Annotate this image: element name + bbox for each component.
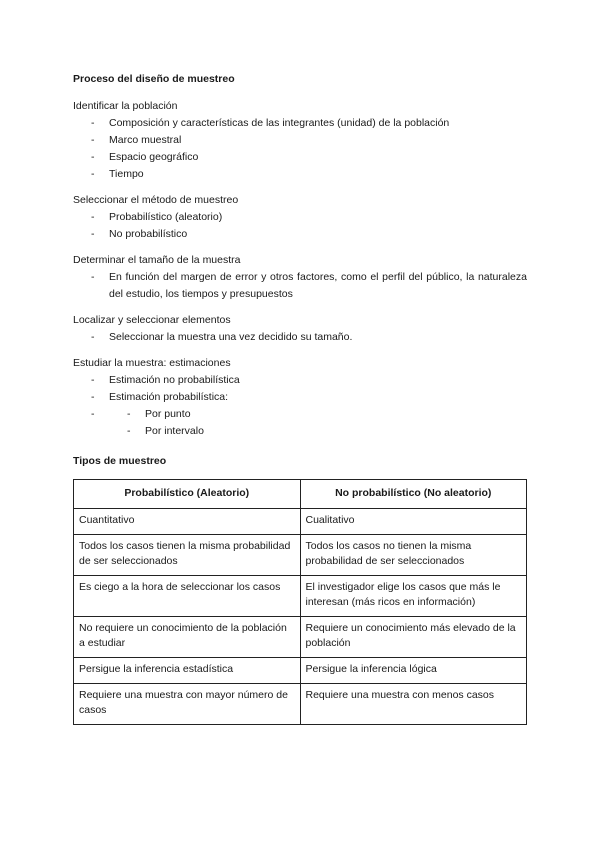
section-heading: Identificar la población bbox=[73, 100, 178, 112]
section-heading: Estudiar la muestra: estimaciones bbox=[73, 357, 231, 369]
nested-bullet-list bbox=[73, 406, 527, 440]
nested-list-item: - Por intervalo bbox=[73, 423, 527, 440]
list-item: - No probabilístico bbox=[73, 226, 527, 243]
section-heading: Seleccionar el método de muestreo bbox=[73, 194, 239, 206]
list-item: - Espacio geográfico bbox=[73, 149, 527, 166]
document-content bbox=[73, 72, 527, 725]
types-table bbox=[73, 479, 527, 725]
list-item: - Estimación probabilística: bbox=[73, 389, 527, 406]
table-row bbox=[74, 684, 527, 725]
nested-list-item: - - Por punto bbox=[73, 406, 527, 423]
table-row bbox=[74, 658, 527, 684]
types-title: Tipos de muestreo bbox=[73, 455, 167, 467]
table-cell: Requiere una muestra con mayor número de casos bbox=[74, 684, 301, 725]
list-item: - Composición y características de las integrantes (unidad) de la población bbox=[73, 115, 527, 132]
table-row bbox=[74, 617, 527, 658]
list-item: - Seleccionar la muestra una vez decidido su tamaño. bbox=[73, 329, 527, 346]
table-row bbox=[74, 535, 527, 576]
section-heading: Localizar y seleccionar elementos bbox=[73, 314, 231, 326]
bullet-list bbox=[73, 372, 527, 440]
table-row bbox=[74, 576, 527, 617]
document-title: Proceso del diseño de muestreo bbox=[73, 73, 235, 85]
bullet-list bbox=[73, 209, 527, 243]
bullet-list bbox=[73, 329, 527, 346]
section-localizar-elementos bbox=[73, 313, 527, 346]
list-item: - Probabilístico (aleatorio) bbox=[73, 209, 527, 226]
section-heading: Determinar el tamaño de la muestra bbox=[73, 254, 241, 266]
table-cell: No requiere un conocimiento de la población a estudiar bbox=[74, 617, 301, 658]
table-cell: Todos los casos no tienen la misma probabilidad de ser seleccionados bbox=[300, 535, 527, 576]
bullet-list bbox=[73, 269, 527, 303]
nested-list-container bbox=[73, 406, 527, 440]
table-cell: Cualitativo bbox=[300, 509, 527, 535]
section-seleccionar-metodo bbox=[73, 193, 527, 243]
column-header-probabilistico: Probabilístico (Aleatorio) bbox=[74, 480, 301, 509]
table-cell: Requiere una muestra con menos casos bbox=[300, 684, 527, 725]
table-row bbox=[74, 509, 527, 535]
table-cell: Cuantitativo bbox=[74, 509, 301, 535]
table-header-row bbox=[74, 480, 527, 509]
section-identificar-poblacion bbox=[73, 99, 527, 183]
table-cell: Requiere un conocimiento más elevado de la población bbox=[300, 617, 527, 658]
list-item: - Estimación no probabilística bbox=[73, 372, 527, 389]
list-item: - Marco muestral bbox=[73, 132, 527, 149]
column-header-no-probabilistico: No probabilístico (No aleatorio) bbox=[300, 480, 527, 509]
section-determinar-tamano bbox=[73, 253, 527, 303]
table-cell: Persigue la inferencia estadística bbox=[74, 658, 301, 684]
list-item: - Tiempo bbox=[73, 166, 527, 183]
table-cell: Todos los casos tienen la misma probabilidad de ser seleccionados bbox=[74, 535, 301, 576]
list-item: - En función del margen de error y otros factores, como el perfil del público, la naturaleza del estudio, los tiempos y presupuestos bbox=[73, 269, 527, 303]
table-cell: Es ciego a la hora de seleccionar los casos bbox=[74, 576, 301, 617]
section-estudiar-muestra bbox=[73, 356, 527, 440]
table-cell: Persigue la inferencia lógica bbox=[300, 658, 527, 684]
bullet-list bbox=[73, 115, 527, 183]
table-cell: El investigador elige los casos que más le interesan (más ricos en información) bbox=[300, 576, 527, 617]
